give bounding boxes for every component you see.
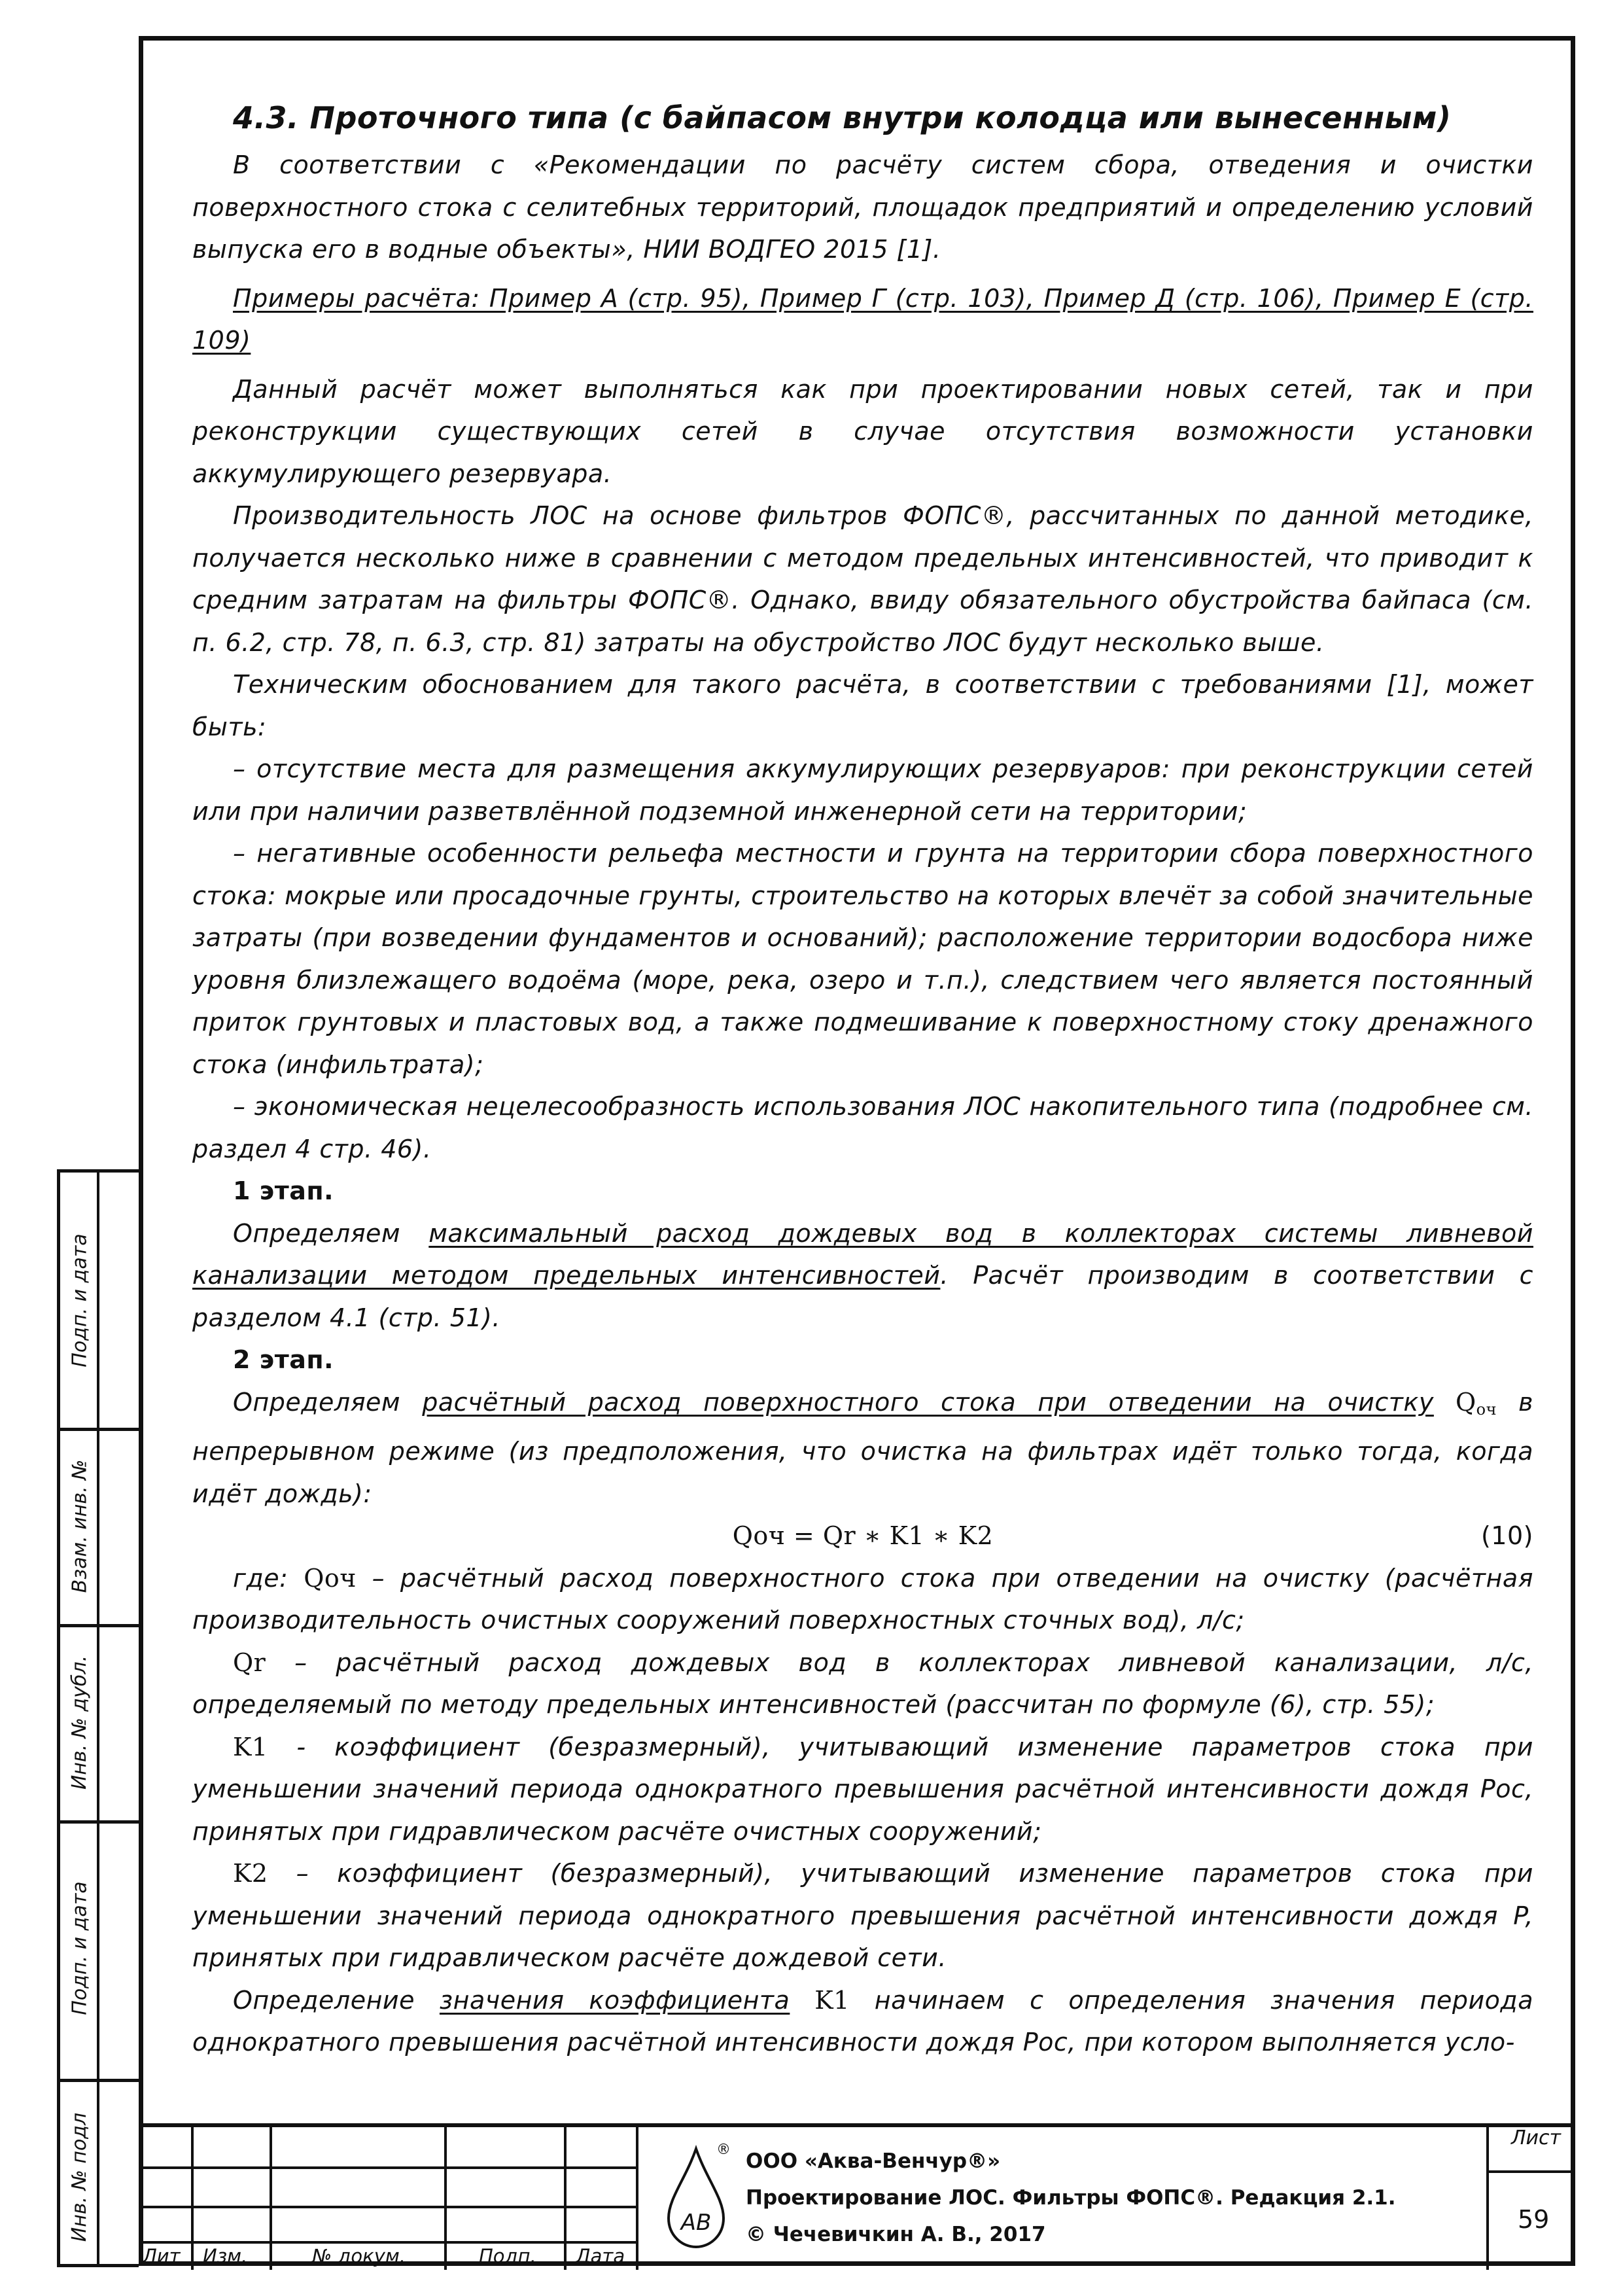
company-logo: [661, 2140, 731, 2251]
side-label: Подп. и дата: [68, 1881, 92, 2015]
definition: K1 - коэффициент (безразмерный), учитывающий изменение параметров стока при уменьшении значений периода однократного превышения расчётной интенсивности дождя Pос, принятых при гидравлическом расчёте очистных сооружений;: [192, 1732, 1533, 1846]
firm-name: ООО «Аква-Венчур®»: [746, 2149, 1001, 2173]
side-label: Инв. № дубл.: [68, 1655, 92, 1790]
col-label: Дата: [576, 2245, 625, 2267]
col-label: № докум.: [312, 2245, 406, 2267]
list-item: – негативные особенности рельефа местности и грунта на территории сбора поверхностного стока: мокрые или просадочные грунты, строительство на которых влечёт за собой значительные затраты (при возведении фундаментов и оснований); расположение территории водосбора ниже уровня близлежащего водоёма (море, река, озеро и т.п.), следствием чего является постоянный приток грунтовых и пластовых вод, а также подмешивание к поверхностному стоку дренажного стока (инфильтрата);: [192, 839, 1533, 1079]
stage-heading: 1 этап.: [233, 1176, 334, 1205]
stage1-link[interactable]: максимальный расход дождевых вод в коллекторах системы ливневой канализации методом предельных интенсивностей: [192, 1218, 1533, 1290]
side-label: Инв. № подл: [68, 2112, 92, 2242]
col-label: Лит: [143, 2245, 181, 2267]
document-body: [192, 92, 1533, 2064]
paragraph: Техническим обоснованием для такого расчёта, в соответствии с требованиями [1], может быть:: [192, 670, 1533, 741]
paragraph: Определяем расчётный расход поверхностного стока при отведении на очистку $Q_{оч}$ в непрерывном режиме (из предположения, что очистка на фильтрах идёт только тогда, когда идёт дождь):: [192, 1387, 1533, 1508]
col-label: Подп.: [479, 2245, 536, 2267]
sheet-label: Лист: [1511, 2127, 1562, 2149]
project-title: Проектирование ЛОС. Фильтры ФОПС®. Редакция 2.1.: [746, 2186, 1396, 2210]
col-label: Изм.: [203, 2245, 248, 2267]
coefficient-link[interactable]: значения коэффициента: [439, 1985, 790, 2015]
list-item: – отсутствие места для размещения аккумулирующих резервуаров: при реконструкции сетей или при наличии разветвлённой подземной инженерной сети на территории;: [192, 754, 1533, 826]
firm-info: [746, 2143, 1396, 2253]
definition: Qr – расчётный расход дождевых вод в коллекторах ливневой канализации, л/с, определяемый по методу предельных интенсивностей (рассчитан по формуле (6), стр. 55);: [192, 1648, 1533, 1719]
side-stamp: [57, 1169, 139, 2267]
examples-link[interactable]: Примеры расчёта: Пример А (стр. 95), Пример Г (стр. 103), Пример Д (стр. 106), Пример Е (стр. 109): [192, 283, 1533, 355]
logo-text: АВ: [680, 2210, 712, 2236]
definition: где: Qоч – расчётный расход поверхностного стока при отведении на очистку (расчётная производительность очистных сооружений поверхностных сточных вод), л/с;: [192, 1563, 1533, 1634]
copyright: © Чечевичкин А. В., 2017: [746, 2223, 1046, 2246]
paragraph: Определение значения коэффициента K1 начинаем с определения значения периода однократного превышения расчётной интенсивности дождя Pос, при котором выполняется усло-: [192, 1985, 1533, 2057]
stage2-link[interactable]: расчётный расход поверхностного стока при отведении на очистку: [422, 1387, 1434, 1417]
side-label: Взам. инв. №: [68, 1459, 92, 1593]
list-item: – экономическая нецелесообразность использования ЛОС накопительного типа (подробнее см. раздел 4 стр. 46).: [192, 1092, 1533, 1163]
sheet-number: 59: [1518, 2205, 1550, 2234]
side-label: Подп. и дата: [68, 1233, 92, 1368]
formula-number: (10): [1480, 1521, 1533, 1550]
paragraph: Определяем максимальный расход дождевых вод в коллекторах системы ливневой канализации методом предельных интенсивностей. Расчёт производим в соответствии с разделом 4.1 (стр. 51).: [192, 1218, 1533, 1332]
formula: Qоч = Qr ∗ K1 ∗ K2 (10): [192, 1515, 1533, 1557]
paragraph: В соответствии с «Рекомендации по расчёту систем сбора, отведения и очистки поверхностного стока с селитебных территорий, площадок предприятий и определению условий выпуска его в водные объекты», НИИ ВОДГЕО 2015 [1].: [192, 150, 1533, 264]
section-heading: 4.3. Проточного типа (с байпасом внутри колодца или вынесенным): [233, 100, 1452, 135]
stage-heading: 2 этап.: [233, 1345, 334, 1374]
logo-mark: ®: [716, 2142, 731, 2158]
definition: K2 – коэффициент (безразмерный), учитывающий изменение параметров стока при уменьшении значений периода однократного превышения расчётной интенсивности дождя P, принятых при гидравлическом расчёте дождевой сети.: [192, 1859, 1533, 1972]
paragraph: Данный расчёт может выполняться как при проектировании новых сетей, так и при реконструкции существующих сетей в случае отсутствия возможности установки аккумулирующего резервуара.: [192, 374, 1533, 488]
paragraph: Производительность ЛОС на основе фильтров ФОПС®, рассчитанных по данной методике, получается несколько ниже в сравнении с методом предельных интенсивностей, что приводит к средним затратам на фильтры ФОПС®. Однако, ввиду обязательного обустройства байпаса (см. п. 6.2, стр. 78, п. 6.3, стр. 81) затраты на обустройство ЛОС будут несколько выше.: [192, 501, 1533, 657]
